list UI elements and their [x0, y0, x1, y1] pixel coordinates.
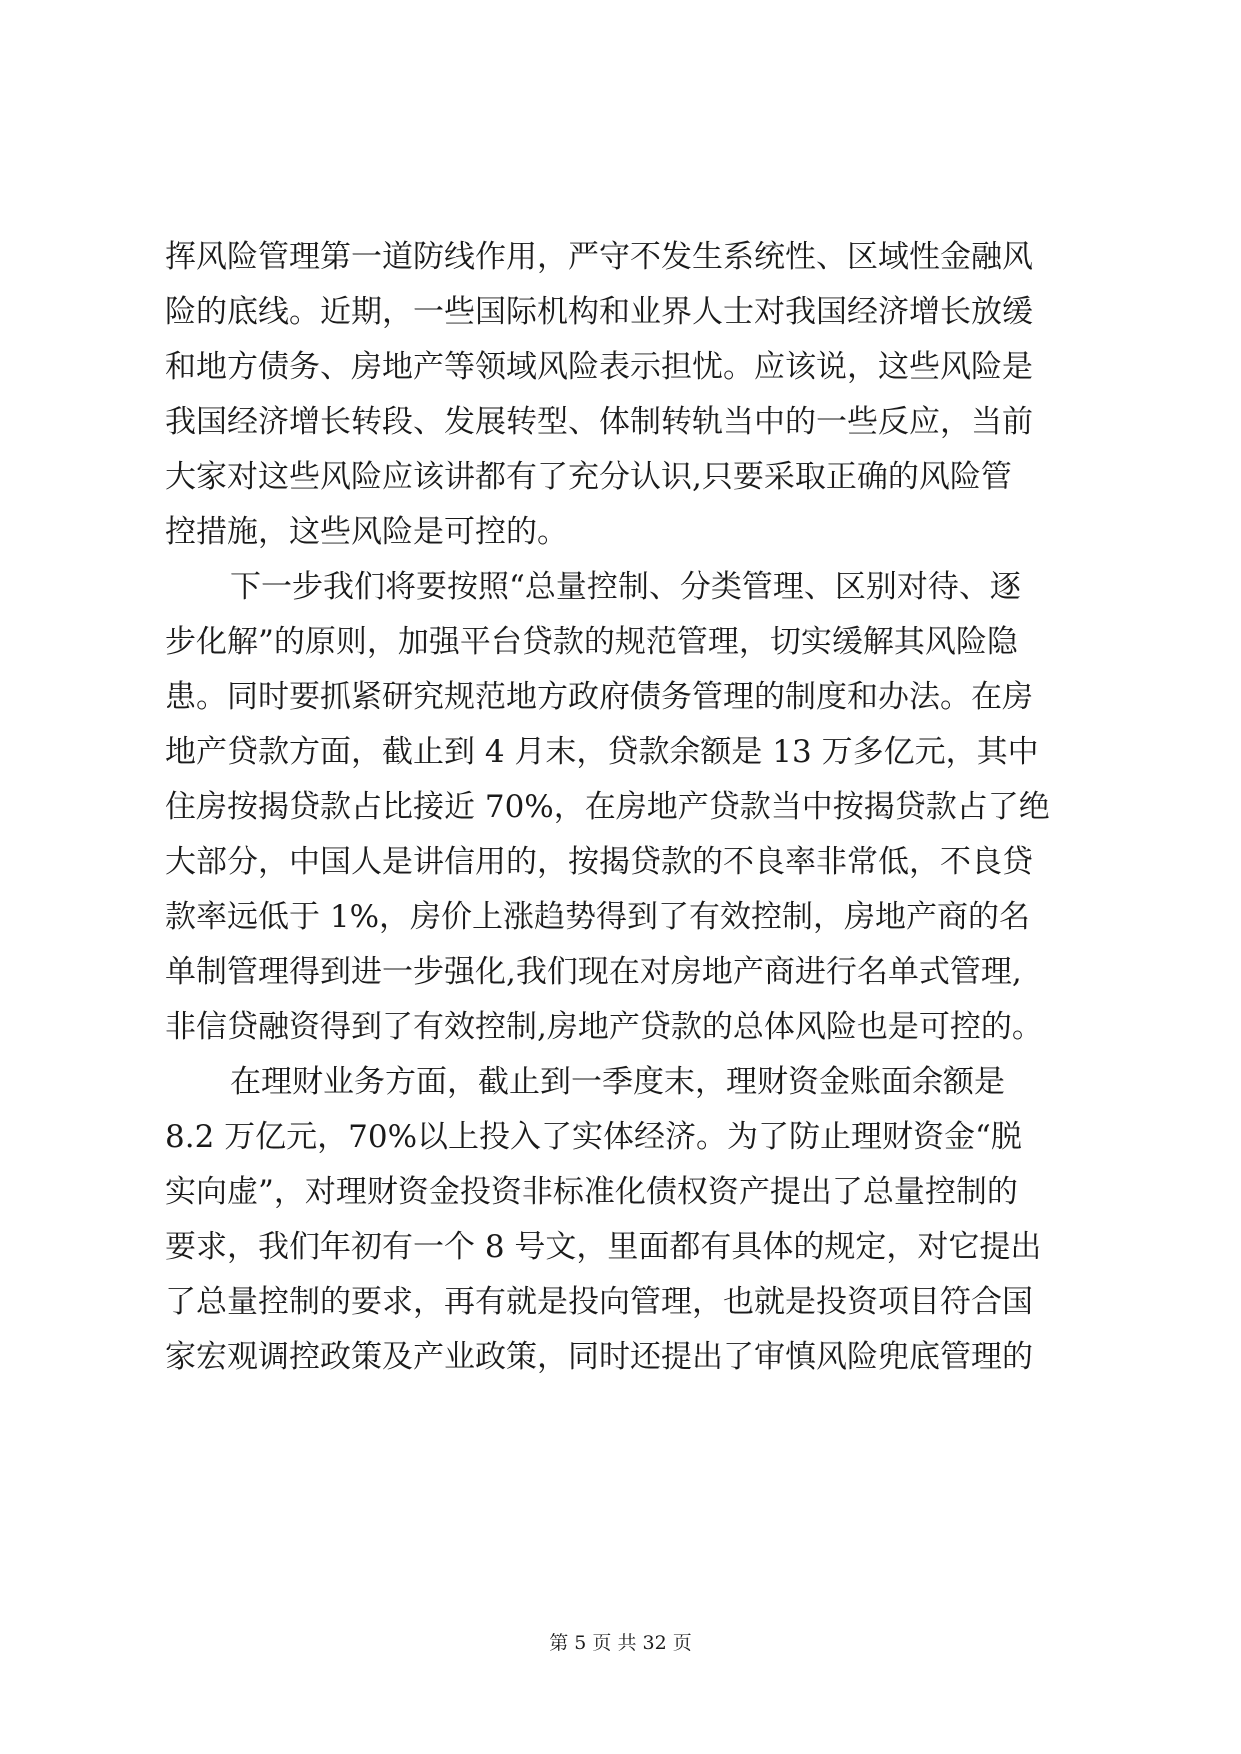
text-line: 单制管理得到进一步强化,我们现在对房地产商进行名单式管理, [165, 954, 1022, 990]
text-line: 步化解”的原则，加强平台贷款的规范管理，切实缓解其风险隐 [165, 624, 1018, 660]
text-line: 要求，我们年初有一个 8 号文，里面都有具体的规定，对它提出 [165, 1229, 1042, 1265]
text-line: 家宏观调控政策及产业政策，同时还提出了审慎风险兜底管理的 [165, 1339, 1033, 1375]
paragraph-start-line: 在理财业务方面，截止到一季度末，理财资金账面余额是 [230, 1064, 1005, 1100]
text-line: 患。同时要抓紧研究规范地方政府债务管理的制度和办法。在房 [165, 679, 1033, 715]
paragraph-start-line: 下一步我们将要按照“总量控制、分类管理、区别对待、逐 [230, 569, 1021, 605]
text-line: 大部分，中国人是讲信用的，按揭贷款的不良率非常低，不良贷 [165, 844, 1033, 880]
text-line: 大家对这些风险应该讲都有了充分认识,只要采取正确的风险管 [165, 459, 1012, 495]
text-line: 了总量控制的要求，再有就是投向管理，也就是投资项目符合国 [165, 1284, 1033, 1320]
text-line: 挥风险管理第一道防线作用，严守不发生系统性、区域性金融风 [165, 239, 1033, 275]
text-line: 控措施，这些风险是可控的。 [165, 514, 568, 550]
text-line: 和地方债务、房地产等领域风险表示担忧。应该说，这些风险是 [165, 349, 1033, 385]
text-line: 实向虚”，对理财资金投资非标准化债权资产提出了总量控制的 [165, 1174, 1018, 1210]
text-line: 款率远低于 1%，房价上涨趋势得到了有效控制，房地产商的名 [165, 899, 1031, 935]
text-line: 地产贷款方面，截止到 4 月末，贷款余额是 13 万多亿元，其中 [165, 734, 1039, 770]
body-text [165, 230, 1095, 1385]
page-number-footer: 第 5 页 共 32 页 [549, 1632, 692, 1654]
text-line: 住房按揭贷款占比接近 70%，在房地产贷款当中按揭贷款占了绝 [165, 789, 1050, 825]
text-line: 非信贷融资得到了有效控制,房地产贷款的总体风险也是可控的。 [165, 1009, 1043, 1045]
text-line: 险的底线。近期，一些国际机构和业界人士对我国经济增长放缓 [165, 294, 1033, 330]
text-line: 我国经济增长转段、发展转型、体制转轨当中的一些反应，当前 [165, 404, 1033, 440]
text-line: 8.2 万亿元，70%以上投入了实体经济。为了防止理财资金“脱 [165, 1119, 1022, 1155]
